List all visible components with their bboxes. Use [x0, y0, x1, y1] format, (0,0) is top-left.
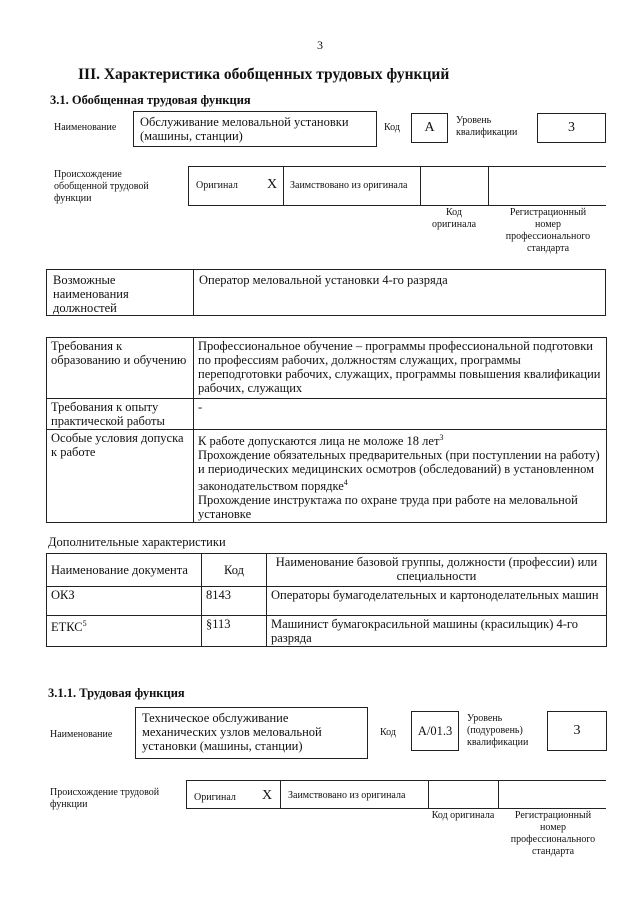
table-row	[47, 338, 607, 399]
gtf-code-value: А	[424, 120, 435, 135]
special-line2: Прохождение обязательных предварительных (при поступлении на работу) и периодических медицинских осмотров (обследований) в установленном законодательством порядке	[198, 448, 600, 494]
gtf-original-label: Оригинал	[196, 180, 238, 191]
gtf-original-mark: X	[267, 177, 278, 192]
gtf-code-box	[411, 113, 448, 143]
tf-reg-number-label: Регистрационный номер профессионального стандарта	[510, 810, 596, 857]
page-number: 3	[317, 38, 323, 52]
tf-original-label: Оригинал	[194, 792, 236, 803]
positions-label: Возможные наименования должностей	[53, 273, 129, 315]
table-row	[47, 430, 607, 523]
special-line1: К работе допускаются лица не моложе 18 лет	[198, 434, 440, 449]
table-row	[47, 587, 607, 616]
footnote-ref-3: 3	[439, 433, 444, 442]
row1-name: Операторы бумагоделательных и картоноделательных машин	[267, 587, 607, 616]
tf-code-label: Код	[380, 727, 396, 738]
tf-origin-divider-1	[280, 780, 281, 809]
tf-heading: 3.1.1. Трудовая функция	[48, 686, 185, 700]
special-value	[194, 430, 607, 523]
tf-name-value: Техническое обслуживание механических узлов меловальной установки (машины, станции)	[142, 711, 322, 753]
row2-code: §113	[202, 616, 267, 647]
gtf-origin-label: Происхождение обобщенной трудовой функции	[54, 169, 149, 204]
tf-code-box	[411, 711, 459, 751]
positions-divider	[193, 270, 194, 315]
tf-borrowed-label: Заимствовано из оригинала	[288, 790, 406, 801]
gtf-name-box	[133, 111, 377, 147]
gtf-name-value: Обслуживание меловальной установки (машины, станции)	[140, 115, 349, 143]
col-header-name: Наименование базовой группы, должности (профессии) или специальности	[267, 554, 607, 587]
tf-original-mark: X	[262, 788, 273, 803]
section-title: III. Характеристика обобщенных трудовых функций	[78, 66, 450, 83]
gtf-code-label: Код	[384, 122, 400, 133]
tf-name-label: Наименование	[50, 729, 113, 740]
footnote-ref-4: 4	[343, 478, 348, 488]
tf-code-value: А/01.3	[417, 723, 453, 738]
positions-value: Оператор меловальной установки 4-го разряда	[199, 273, 448, 287]
table-row	[47, 399, 607, 430]
tf-origin-divider-2	[428, 780, 429, 809]
gtf-origin-divider-3	[488, 166, 489, 206]
gtf-borrowed-label: Заимствовано из оригинала	[290, 180, 408, 191]
special-label: Особые условия допуска к работе	[47, 430, 194, 523]
gtf-name-label: Наименование	[54, 122, 117, 133]
footnote-ref-5: 5	[82, 619, 87, 628]
req-edu-label: Требования к образованию и обучению	[47, 338, 194, 399]
req-exp-value: -	[194, 399, 607, 430]
gtf-reg-number-label: Регистрационный номер профессионального стандарта	[505, 207, 591, 254]
tf-level-value: 3	[573, 723, 581, 738]
gtf-origin-divider-1	[283, 166, 284, 206]
tf-origin-divider-3	[498, 780, 499, 809]
gtf-level-label: Уровень квалификации	[456, 115, 518, 138]
row2-name: Машинист бумагокрасильной машины (красильщик) 4-го разряда	[267, 616, 607, 647]
additional-heading: Дополнительные характеристики	[48, 535, 226, 549]
col-header-code: Код	[202, 554, 267, 587]
tf-origin-divider-left	[186, 780, 187, 809]
gtf-level-value: 3	[568, 120, 575, 135]
tf-name-box	[135, 707, 368, 759]
gtf-origin-divider-2	[420, 166, 421, 206]
table-row	[47, 616, 607, 647]
row1-doc: ОКЗ	[51, 588, 75, 602]
tf-origin-label: Происхождение трудовой функции	[50, 787, 160, 810]
requirements-table	[46, 337, 607, 523]
special-line3: Прохождение инструктажа по охране труда при работе на меловальной установке	[198, 493, 578, 522]
positions-box	[46, 269, 606, 316]
req-exp-label: Требования к опыту практической работы	[47, 399, 194, 430]
row1-code: 8143	[202, 587, 267, 616]
row2-doc: ЕТКС	[51, 620, 83, 635]
req-edu-value: Профессиональное обучение – программы профессиональной подготовки по профессиям рабочих, должностям служащих, программы переподготовки рабочих, служащих, программы повышения квалификации рабочих, служащих	[194, 338, 607, 399]
col-header-document: Наименование документа	[47, 554, 202, 587]
gtf-origin-divider-left	[188, 166, 189, 206]
tf-level-label: Уровень (подуровень) квалификации	[467, 713, 529, 748]
table-row	[47, 554, 607, 587]
additional-table	[46, 553, 607, 647]
tf-code-original-label: Код оригинала	[431, 810, 495, 821]
tf-level-box	[547, 711, 607, 751]
gtf-level-box	[537, 113, 606, 143]
gtf-heading: 3.1. Обобщенная трудовая функция	[50, 93, 251, 107]
gtf-code-original-label: Код оригинала	[431, 207, 477, 230]
